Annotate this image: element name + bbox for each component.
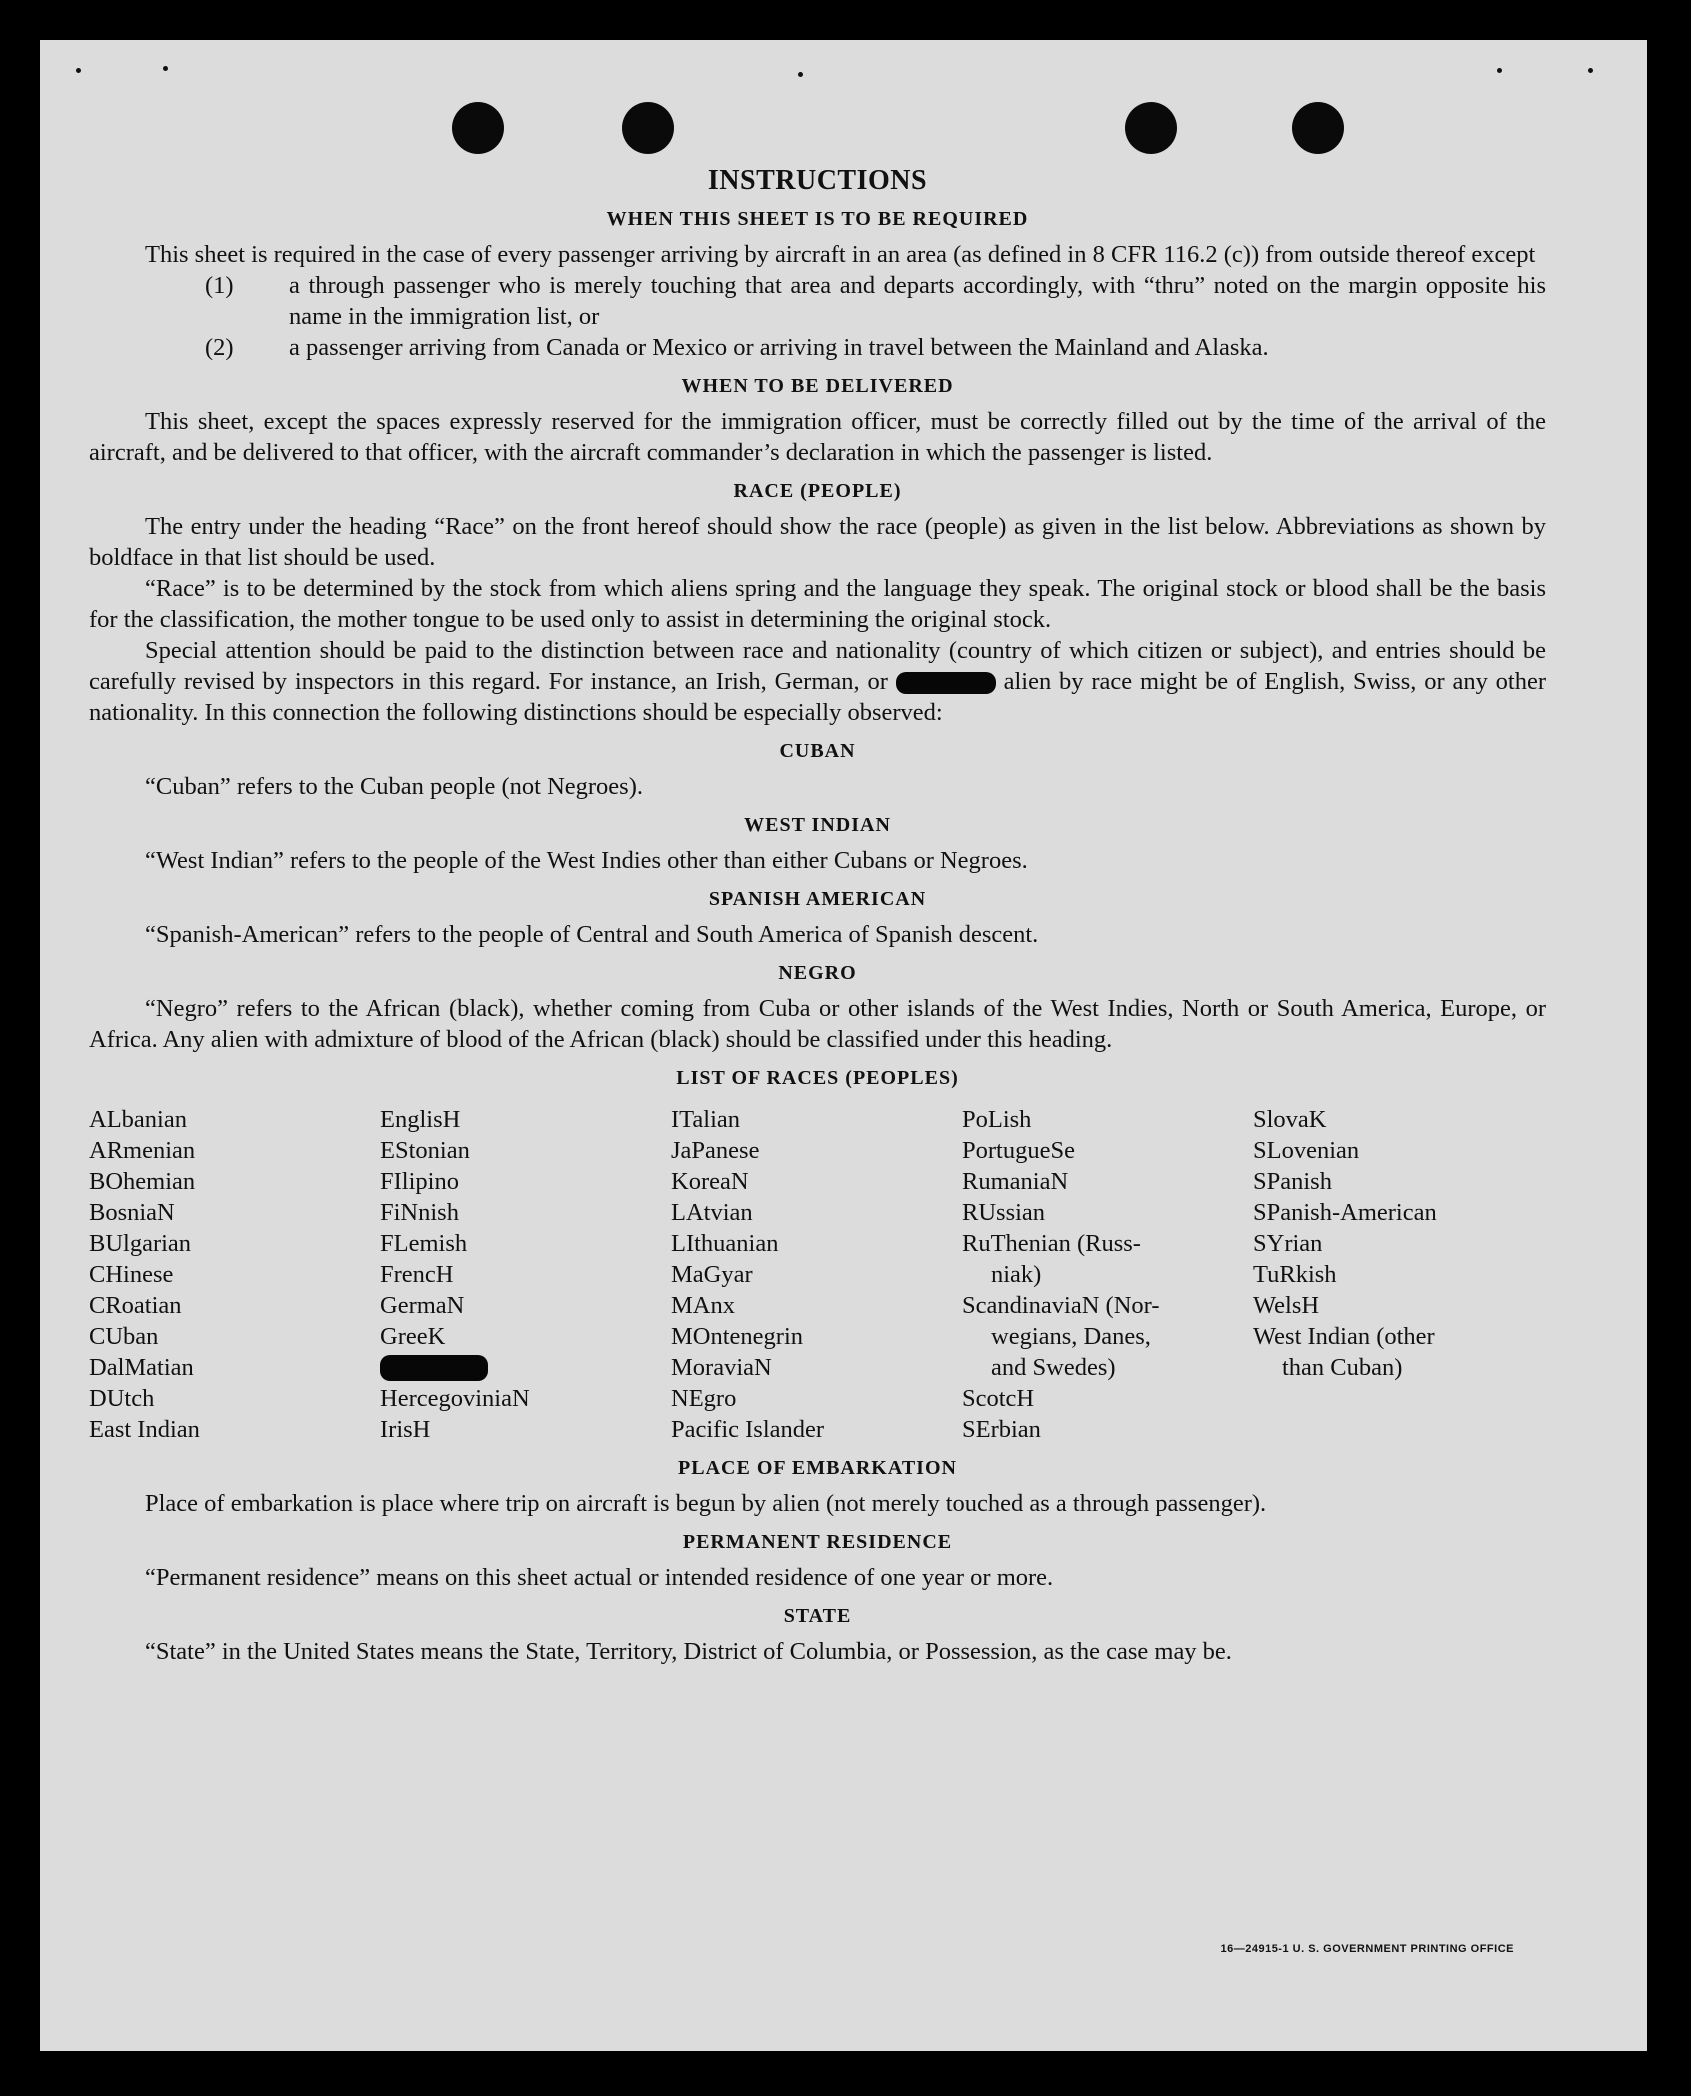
race-entry: MAnx (671, 1292, 735, 1319)
races-column-3 (671, 1104, 962, 1445)
exception-item-1 (89, 270, 1546, 332)
printer-imprint: 16—24915-1 U. S. GOVERNMENT PRINTING OFFICE (1220, 1943, 1514, 1955)
race-paragraph-2: “Race” is to be determined by the stock from which aliens spring and the language they speak. The original stock or blood shall be the basis for the classification, the mother tongue to be used only to assist in determining the original stock. (89, 575, 1546, 633)
race-entry: ALbanian (89, 1106, 187, 1133)
punch-hole (1125, 102, 1177, 154)
heading-state: STATE (783, 1605, 852, 1627)
race-entry: LIthuanian (671, 1230, 779, 1257)
race-entry: MoraviaN (671, 1354, 772, 1381)
speck (76, 68, 81, 73)
speck (798, 72, 803, 77)
race-entry: CHinese (89, 1261, 174, 1288)
race-paragraph-3 (89, 635, 1546, 728)
race-entry: MaGyar (671, 1261, 753, 1288)
item-text: a through passenger who is merely touching that area and departs accordingly, with “thru” noted on the margin opposite his name in the immigration list, or (289, 272, 1546, 330)
race-entry: EStonian (380, 1137, 470, 1164)
race-entry: Pacific Islander (671, 1416, 825, 1443)
negro-text: “Negro” refers to the African (black), whether coming from Cuba or other islands of the West Indies, North or South America, Europe, or Africa. Any alien with admixture of blood of the African (black) should be classified under this heading. (89, 995, 1546, 1053)
race-entry: SPanish (1253, 1168, 1332, 1195)
heading-west-indian: WEST INDIAN (744, 814, 891, 836)
speck (1497, 68, 1502, 73)
west-indian-text: “West Indian” refers to the people of the West Indies other than either Cubans or Negroes. (145, 847, 1028, 874)
race-entry: KoreaN (671, 1168, 749, 1195)
cuban-text: “Cuban” refers to the Cuban people (not Negroes). (145, 773, 643, 800)
heading-spanish-american: SPANISH AMERICAN (708, 888, 927, 910)
race-entry: FrencH (380, 1261, 454, 1288)
race-entry: BosniaN (89, 1199, 175, 1226)
race-entry: BOhemian (89, 1168, 196, 1195)
heading-races-list: LIST OF RACES (PEOPLES) (676, 1067, 959, 1089)
race-entry: BUlgarian (89, 1230, 192, 1257)
race-entry: CUban (89, 1323, 159, 1350)
race-paragraph-3-start: Special attention should be paid to the distinction between race and nationality (country of which citizen or subject), and entries should be carefully revised by inspectors in this regard. For instance, an Irish, German, or (89, 637, 1546, 695)
races-column-4 (962, 1104, 1253, 1445)
heading-delivered: WHEN TO BE DELIVERED (681, 375, 954, 397)
embarkation-text: Place of embarkation is place where trip on aircraft is begun by alien (not merely touched as a through passenger). (145, 1490, 1267, 1517)
race-entry: GreeK (380, 1323, 446, 1350)
race-entry: PoLish (962, 1106, 1032, 1133)
race-entry: PortugueSe (962, 1137, 1075, 1164)
instructions-content (89, 165, 1546, 1667)
race-entry: GermaN (380, 1292, 465, 1319)
race-entry: RUssian (962, 1199, 1046, 1226)
race-entry: NEgro (671, 1385, 737, 1412)
race-entry: RumaniaN (962, 1168, 1069, 1195)
punch-hole (1292, 102, 1344, 154)
race-entry: SPanish-American (1253, 1199, 1437, 1226)
race-entry: WelsH (1253, 1292, 1320, 1319)
race-entry: West Indian (other (1253, 1323, 1435, 1350)
heading-cuban: CUBAN (779, 740, 856, 762)
race-entry: East Indian (89, 1416, 200, 1443)
race-entry: than Cuban) (1282, 1354, 1403, 1381)
document-sheet (40, 40, 1647, 2051)
race-entry: EnglisH (380, 1106, 461, 1133)
redaction-mark (896, 672, 996, 694)
race-entry: SErbian (962, 1416, 1041, 1443)
race-entry: RuThenian (Russ- (962, 1230, 1141, 1257)
item-number: (1) (205, 272, 234, 299)
races-column-5 (1253, 1104, 1546, 1445)
delivered-text: This sheet, except the spaces expressly reserved for the immigration officer, must be correctly filled out by the time of the arrival of the aircraft, and be delivered to that officer, with the aircraft commander’s declaration in which the passenger is listed. (89, 408, 1546, 466)
item-number: (2) (205, 334, 234, 361)
race-entry: LAtvian (671, 1199, 753, 1226)
heading-required: WHEN THIS SHEET IS TO BE REQUIRED (606, 208, 1029, 230)
exception-item-2 (89, 332, 1546, 363)
residence-text: “Permanent residence” means on this sheet actual or intended residence of one year or more. (145, 1564, 1054, 1591)
punch-hole (622, 102, 674, 154)
race-paragraph-3-end: alien by race might be of English, Swiss, or any other nationality. In this connection the following distinctions should be especially observed: (89, 668, 1546, 726)
heading-negro: NEGRO (778, 962, 857, 984)
redaction-mark (380, 1355, 488, 1381)
race-entry: SlovaK (1253, 1106, 1327, 1133)
race-entry: FIlipino (380, 1168, 459, 1195)
race-entry: ARmenian (89, 1137, 196, 1164)
race-entry: HercegoviniaN (380, 1385, 530, 1412)
race-entry: MOntenegrin (671, 1323, 803, 1350)
speck (163, 66, 168, 71)
race-entry: ScandinaviaN (Nor- (962, 1292, 1160, 1319)
state-text: “State” in the United States means the State, Territory, District of Columbia, or Possession, as the case may be. (145, 1638, 1232, 1665)
race-entry: ITalian (671, 1106, 741, 1133)
speck (1588, 68, 1593, 73)
race-entry: FiNnish (380, 1199, 459, 1226)
race-entry: niak) (991, 1261, 1042, 1288)
race-entry: DalMatian (89, 1354, 194, 1381)
required-intro: This sheet is required in the case of every passenger arriving by aircraft in an area (as defined in 8 CFR 116.2 (c)) from outside thereof except (145, 241, 1536, 268)
heading-race: RACE (PEOPLE) (733, 480, 902, 502)
item-text: a passenger arriving from Canada or Mexico or arriving in travel between the Mainland and Alaska. (289, 334, 1269, 361)
race-entry: SLovenian (1253, 1137, 1360, 1164)
race-entry: DUtch (89, 1385, 155, 1412)
race-entry (380, 1352, 671, 1383)
page-title: INSTRUCTIONS (707, 165, 928, 196)
race-entry: TuRkish (1253, 1261, 1337, 1288)
race-entry: JaPanese (671, 1137, 760, 1164)
race-entry: IrisH (380, 1416, 431, 1443)
races-column-2 (380, 1104, 671, 1445)
race-entry: wegians, Danes, (991, 1323, 1151, 1350)
race-entry: SYrian (1253, 1230, 1323, 1257)
race-paragraph-1: The entry under the heading “Race” on the front hereof should show the race (people) as given in the list below. Abbreviations as shown by boldface in that list should be used. (89, 513, 1546, 571)
heading-embarkation: PLACE OF EMBARKATION (678, 1457, 957, 1479)
punch-hole (452, 102, 504, 154)
races-list (89, 1104, 1546, 1445)
spanish-american-text: “Spanish-American” refers to the people of Central and South America of Spanish descent. (145, 921, 1039, 948)
races-column-1 (89, 1104, 380, 1445)
race-entry: CRoatian (89, 1292, 182, 1319)
race-entry: and Swedes) (991, 1354, 1116, 1381)
heading-residence: PERMANENT RESIDENCE (682, 1531, 953, 1553)
race-entry: ScotcH (962, 1385, 1035, 1412)
race-entry: FLemish (380, 1230, 468, 1257)
